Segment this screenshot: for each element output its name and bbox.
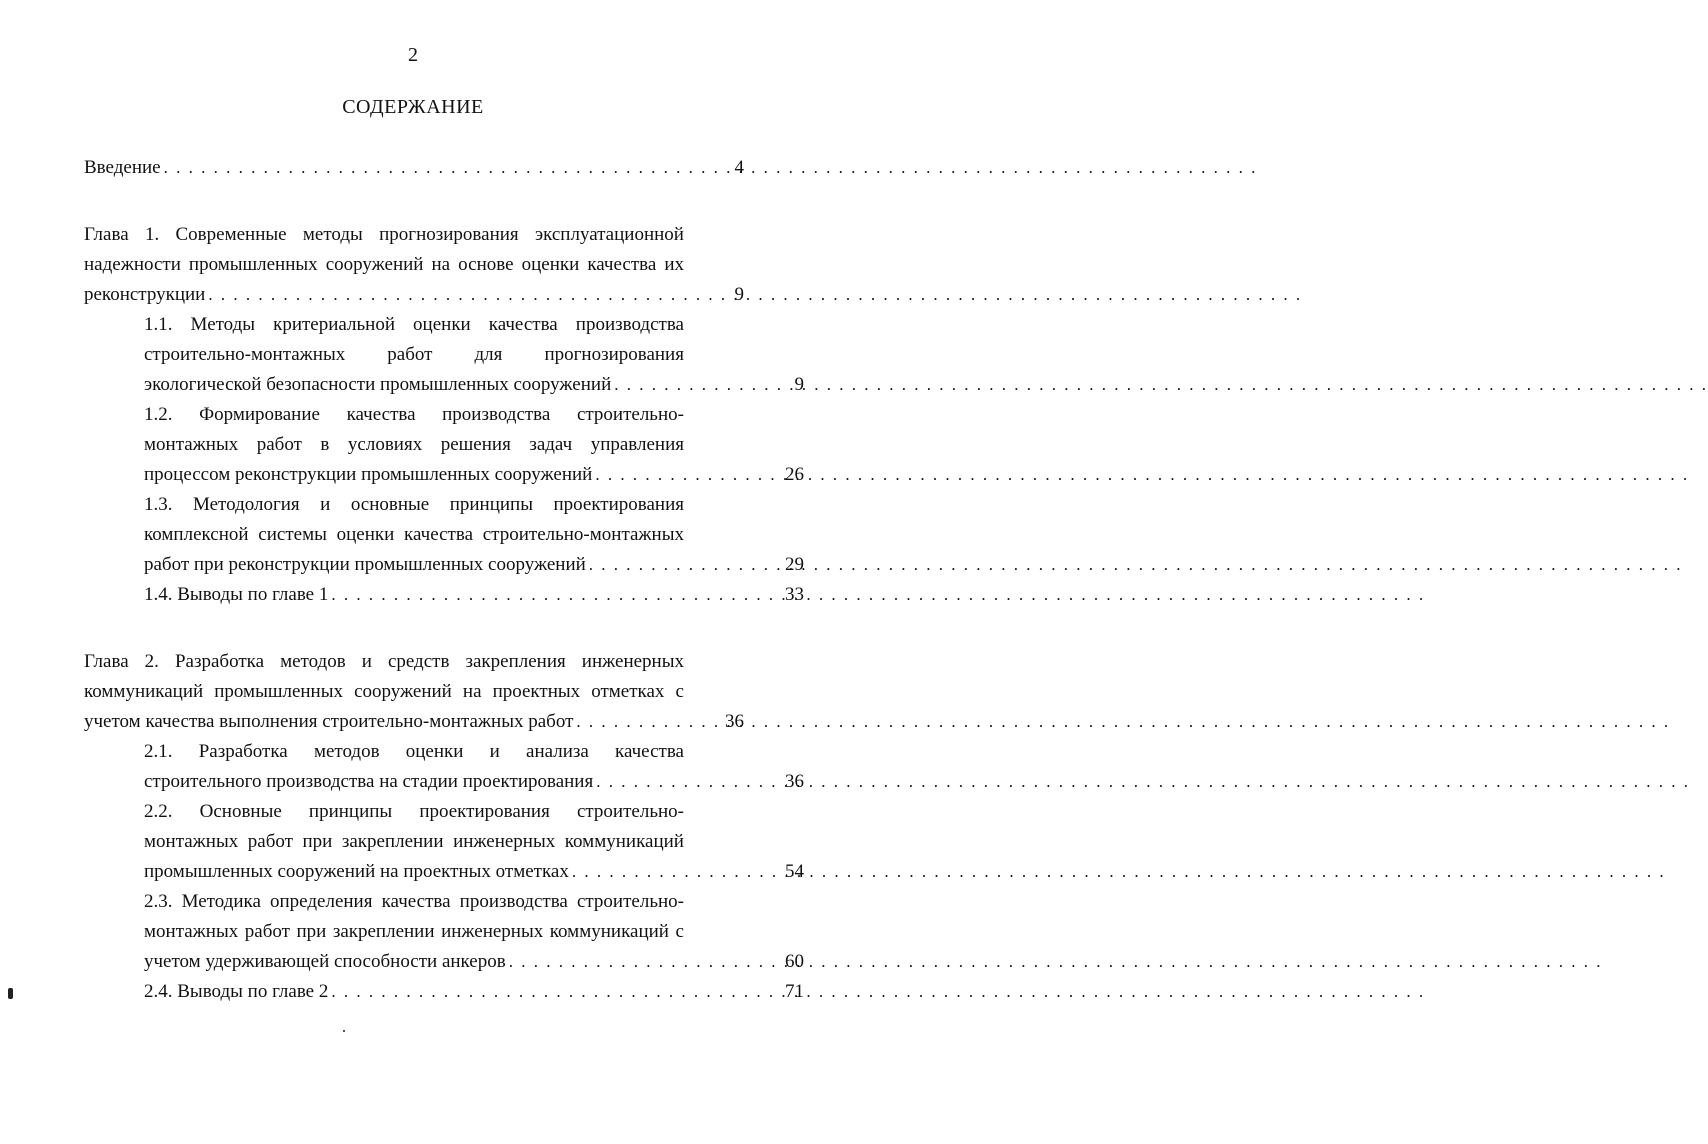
toc-section-1-4[interactable] (144, 580, 804, 610)
toc-page-number: 60 (785, 951, 804, 972)
toc-line (144, 550, 684, 580)
toc-line (144, 917, 684, 947)
toc-word: Современные (175, 224, 287, 245)
toc-word: методов (313, 741, 380, 762)
dot-leader (589, 550, 1683, 580)
page-number: 2 (408, 44, 418, 66)
toc-word: работ (244, 921, 290, 942)
toc-word: 1.2. (144, 404, 173, 425)
toc-line-text: строительного производства на стадии проектирования (144, 771, 594, 792)
toc-word: закреплении (332, 921, 435, 942)
toc-word: сооружений (354, 681, 452, 702)
toc-section-1-3[interactable] (144, 490, 804, 580)
toc-line (144, 767, 684, 797)
toc-word: строительно-монтажных (482, 524, 684, 545)
toc-word: и (320, 494, 331, 515)
toc-word: прогнозирования (379, 224, 519, 245)
toc-word: монтажных (144, 831, 239, 852)
toc-word: при (296, 921, 327, 942)
dot-leader (596, 767, 1690, 797)
dot-leader (572, 857, 1666, 887)
toc-page-number: 9 (734, 284, 744, 305)
toc-line (144, 400, 684, 430)
toc-word: 1. (144, 224, 160, 245)
toc-line (144, 887, 684, 917)
toc-page-number: 54 (785, 861, 804, 882)
toc-word: проектных (492, 681, 581, 702)
toc-word: 1.1. (144, 314, 173, 335)
toc-word: строительно- (576, 891, 684, 912)
toc-word: закреплении (341, 831, 444, 852)
toc-page-number: 9 (794, 374, 804, 395)
toc-line (144, 460, 684, 490)
toc-line-text: учетом удерживающей способности анкеров (144, 951, 506, 972)
toc-section-1-1[interactable] (144, 310, 804, 400)
toc-word: системы (258, 524, 327, 545)
toc-entry-intro[interactable] (84, 153, 744, 183)
toc-word: монтажных (144, 434, 239, 455)
toc-line (144, 797, 684, 827)
toc-chapter-1[interactable] (84, 220, 744, 310)
toc-word: 1.3. (144, 494, 173, 515)
dot-leader (331, 580, 1425, 610)
toc-word: решения (440, 434, 511, 455)
toc-word: в (320, 434, 330, 455)
toc-line (84, 677, 684, 707)
toc-word: принципы (308, 801, 393, 822)
toc-line-text: 2.4. Выводы по главе 2 (144, 981, 329, 1002)
toc-word: оценки (521, 254, 580, 275)
toc-word: промышленных (188, 254, 318, 275)
toc-page-number: 36 (725, 711, 744, 732)
toc-word: критериальной (273, 314, 395, 335)
toc-word: качества (587, 254, 657, 275)
toc-word: Методы (190, 314, 256, 335)
dot-leader (614, 370, 1708, 400)
toc-word: коммуникаций (549, 921, 669, 942)
toc-line-text: промышленных сооружений на проектных отметках (144, 861, 569, 882)
toc-word: для (474, 344, 503, 365)
toc-word: методы (302, 224, 363, 245)
toc-line (144, 490, 684, 520)
toc-word: производства (442, 404, 551, 425)
toc-word: промышленных (214, 681, 343, 702)
toc-word: качества (381, 891, 451, 912)
toc-word: их (664, 254, 684, 275)
toc-word: Формирование (199, 404, 320, 425)
toc-chapter-2[interactable] (84, 647, 744, 737)
toc-line (144, 430, 684, 460)
toc-line (84, 707, 684, 737)
toc-line-text: процессом реконструкции промышленных сооружений (144, 464, 593, 485)
toc-word: управления (590, 434, 684, 455)
toc-word: 2.2. (144, 801, 173, 822)
toc-line (84, 220, 684, 250)
toc-line-text: экологической безопасности промышленных сооружений (144, 374, 612, 395)
toc-word: средств (387, 651, 450, 672)
toc-word: 2. (144, 651, 159, 672)
toc-word: комплексной (144, 524, 249, 545)
toc-word: оценки (413, 314, 471, 335)
toc-line (144, 977, 684, 1007)
toc-word: инженерных (581, 651, 684, 672)
toc-page-number: 26 (785, 464, 804, 485)
toc-word: на (431, 254, 451, 275)
toc-section-2-4[interactable] (144, 977, 804, 1007)
toc-word: Глава (84, 651, 129, 672)
toc-word: надежности (84, 254, 181, 275)
toc-word: 2.3. (144, 891, 173, 912)
toc-word: строительно- (576, 404, 684, 425)
scan-speck (343, 1030, 345, 1032)
toc-word: коммуникаций (84, 681, 204, 702)
dot-leader (164, 153, 1258, 183)
toc-page-number: 4 (734, 157, 744, 178)
toc-word: Разработка (198, 741, 288, 762)
toc-line-text: 1.4. Выводы по главе 1 (144, 584, 329, 605)
toc-word: Методология (192, 494, 300, 515)
toc-word: определения (270, 891, 373, 912)
dot-leader (509, 947, 1603, 977)
toc-word: проектирования (553, 494, 684, 515)
toc-word: работ (247, 831, 293, 852)
toc-word: качества (346, 404, 416, 425)
toc-word: с (675, 681, 684, 702)
toc-section-2-3[interactable] (144, 887, 804, 977)
toc-word: производства (459, 891, 568, 912)
toc-word: основные (350, 494, 430, 515)
toc-word: сооружений (325, 254, 424, 275)
toc-line (84, 647, 684, 677)
toc-word: монтажных (144, 921, 239, 942)
dot-leader (208, 280, 1302, 310)
toc-word: отметках (591, 681, 665, 702)
toc-word: работ (256, 434, 302, 455)
toc-word: качества (615, 741, 684, 762)
toc-word: инженерных (441, 921, 544, 942)
page-title: СОДЕРЖАНИЕ (342, 96, 484, 118)
table-of-contents (84, 150, 804, 1007)
toc-line (144, 737, 684, 767)
toc-word: задач (529, 434, 573, 455)
toc-line (84, 280, 684, 310)
toc-section-1-2[interactable] (144, 400, 804, 490)
toc-line (144, 310, 684, 340)
toc-word: Основные (199, 801, 282, 822)
dot-leader (595, 460, 1689, 490)
toc-word: работ (387, 344, 433, 365)
toc-word: строительно- (576, 801, 684, 822)
toc-word: качества (404, 524, 473, 545)
toc-word: условиях (347, 434, 423, 455)
toc-line-text: работ при реконструкции промышленных сооружений (144, 554, 586, 575)
toc-section-2-1[interactable] (144, 737, 804, 797)
toc-line (144, 520, 684, 550)
toc-word: на (462, 681, 482, 702)
toc-line (144, 857, 684, 887)
toc-word: качества (488, 314, 558, 335)
scan-artifact (8, 988, 13, 999)
toc-line (144, 370, 684, 400)
toc-line (84, 250, 684, 280)
toc-word: Методика (181, 891, 261, 912)
toc-page-number: 29 (785, 554, 804, 575)
toc-line (144, 947, 684, 977)
toc-page-number: 36 (785, 771, 804, 792)
toc-word: оценки (405, 741, 464, 762)
toc-word: эксплуатационной (534, 224, 684, 245)
toc-word: прогнозирования (544, 344, 684, 365)
toc-word: принципы (449, 494, 533, 515)
toc-word: Глава (84, 224, 129, 245)
dot-leader (331, 977, 1425, 1007)
toc-line (144, 580, 684, 610)
toc-line-text: учетом качества выполнения строительно-монтажных работ (84, 711, 574, 732)
toc-section-2-2[interactable] (144, 797, 804, 887)
toc-word: закрепления (465, 651, 566, 672)
toc-line (144, 340, 684, 370)
toc-word: и (489, 741, 500, 762)
toc-word: проектирования (419, 801, 550, 822)
toc-word: инженерных (453, 831, 556, 852)
toc-line-text: реконструкции (84, 284, 206, 305)
toc-word: при (302, 831, 333, 852)
toc-entry-label: Введение (84, 157, 161, 178)
toc-page-number: 71 (785, 981, 804, 1002)
toc-word: основе (458, 254, 514, 275)
toc-word: производства (575, 314, 684, 335)
toc-word: Разработка (174, 651, 265, 672)
toc-word: 2.1. (144, 741, 173, 762)
toc-line (144, 827, 684, 857)
toc-word: с (675, 921, 684, 942)
toc-word: строительно-монтажных (144, 344, 346, 365)
toc-word: и (361, 651, 372, 672)
toc-word: методов (280, 651, 346, 672)
toc-page-number: 33 (785, 584, 804, 605)
toc-word: анализа (526, 741, 589, 762)
toc-word: коммуникаций (564, 831, 684, 852)
toc-word: оценки (336, 524, 395, 545)
